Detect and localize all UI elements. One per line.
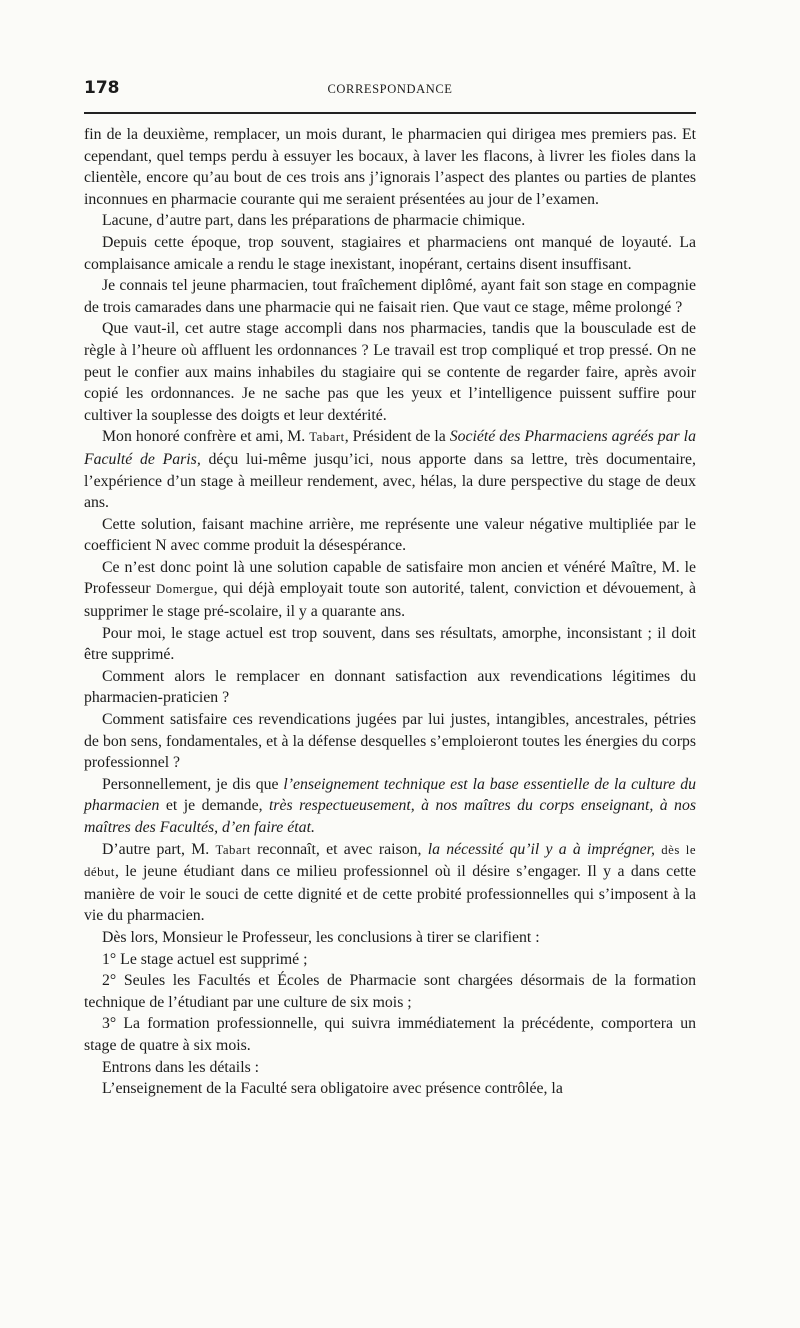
- paragraph: Cette solution, faisant machine arrière, me représente une valeur négative multipliée par le coefficient N avec comme produit la désespérance.: [84, 515, 696, 555]
- professor-name: Domergue: [155, 582, 214, 597]
- emphasis: la nécessité qu’il y a à imprégner,: [427, 840, 656, 858]
- paragraph: Dès lors, Monsieur le Professeur, les conclusions à tirer se clarifient :: [102, 928, 540, 946]
- list-item: 3° La formation professionnelle, qui suivra immédiatement la précédente, comportera un stage de quatre à six mois.: [84, 1015, 696, 1054]
- paragraph: Pour moi, le stage actuel est trop souvent, dans ses résultats, amorphe, inconsistant ; il doit être supprimé.: [84, 624, 696, 664]
- paragraph: Je connais tel jeune pharmacien, tout fraîchement diplômé, ayant fait son stage en compagnie de trois camarades dans une pharmacie qui ne faisait rien. Que vaut ce stage, même prolongé ?: [84, 277, 696, 316]
- running-title: CORRESPONDANCE: [327, 82, 453, 96]
- list-item: 1° Le stage actuel est supprimé ;: [102, 950, 308, 968]
- paragraph: Lacune, d’autre part, dans les préparations de pharmacie chimique.: [102, 212, 526, 230]
- text-run: D’autre part, M.: [102, 840, 216, 858]
- text-run: et je demande,: [159, 797, 269, 815]
- paragraph: [84, 557, 696, 623]
- paragraph: Entrons dans les détails :: [102, 1058, 260, 1076]
- text-run: Personnellement, je dis que: [102, 775, 284, 793]
- header-rule: [84, 112, 696, 114]
- running-header: [84, 78, 696, 104]
- paragraph: [84, 426, 696, 513]
- paragraph: Depuis cette époque, trop souvent, stagiaires et pharmaciens ont manqué de loyauté. La complaisance amicale a rendu le stage inexistant, inopérant, certains disent insuffisant.: [84, 233, 696, 273]
- author-name: Tabart: [309, 430, 345, 445]
- paragraph: Que vaut-il, cet autre stage accompli dans nos pharmacies, tandis que la bousculade est de règle à l’heure où affluent les ordonnances ? Le travail est trop compliqué et trop pressé. On ne peut le confier aux mains inhabiles du stagiaire qui se contente de regarder faire, après avoir copié les ordonnances. Je ne sache pas que les yeux et l’intelligence puissent suffire pour cultiver la souplesse des doigts et leur dextérité.: [84, 320, 696, 424]
- text-run: , le jeune étudiant dans ce milieu professionnel où il désire s’engager. Il y a dans cette manière de voir le souci de cette dignité et de cette probité professionnelles qui s’imposent à la vie du pharmacien.: [84, 863, 696, 925]
- paragraph: [84, 774, 696, 839]
- paragraph: Comment satisfaire ces revendications jugées par lui justes, intangibles, ancestrales, pétries de bon sens, fondamentales, et à la défense desquelles s’emploieront toutes les énergies du corps professionnel ?: [84, 711, 696, 772]
- text-run: , Président de la: [344, 428, 450, 446]
- text-run: Mon honoré confrère et ami, M.: [102, 428, 310, 446]
- paragraph: L’enseignement de la Faculté sera obligatoire avec présence contrôlée, la: [102, 1080, 563, 1098]
- emphasis: l’enseignement technique est la base essentielle de la culture du pharmacien: [84, 775, 696, 815]
- society-name: Société des Pharmaciens agréés par la Faculté de Paris,: [84, 428, 696, 468]
- paragraph: [84, 839, 696, 927]
- paragraph: Comment alors le remplacer en donnant satisfaction aux revendications légitimes du pharmacien-praticien ?: [84, 667, 696, 707]
- body-text: [84, 124, 696, 1100]
- emphasis: très respectueusement, à nos maîtres du corps enseignant, à nos maîtres des Facultés, d’en faire état.: [84, 797, 696, 836]
- paragraph: fin de la deuxième, remplacer, un mois durant, le pharmacien qui dirigea mes premiers pas. Et cependant, quel temps perdu à essuyer les bocaux, à laver les flacons, à livrer les fioles dans la clientèle, encore qu’au bout de ces trois ans j’ignorais l’aspect des plantes ou parties de plantes inconnues en pharmacie courante qui me seraient présentées au jour de l’examen.: [84, 126, 696, 208]
- author-name: Tabart: [215, 842, 251, 857]
- text-run: reconnaît, et avec raison,: [250, 840, 428, 858]
- text-run: Ce n’est donc point là une solution capable de satisfaire mon ancien et vénéré Maître, M. le Professeur: [84, 558, 696, 598]
- text-run: déçu lui-même jusqu’ici, nous apporte dans sa lettre, très documentaire, l’expérience d’un stage à meilleur rendement, avec, hélas, la dure perspective du stage de deux ans.: [84, 450, 696, 512]
- text-run: , qui déjà employait toute son autorité, talent, conviction et dévouement, à supprimer le stage pré-scolaire, il y a quarante ans.: [84, 580, 696, 621]
- small-caps-phrase: dès le début: [84, 842, 697, 880]
- page-number: 178: [84, 78, 120, 98]
- list-item: 2° Seules les Facultés et Écoles de Pharmacie sont chargées désormais de la formation technique de l’étudiant par une culture de six mois ;: [84, 972, 696, 1011]
